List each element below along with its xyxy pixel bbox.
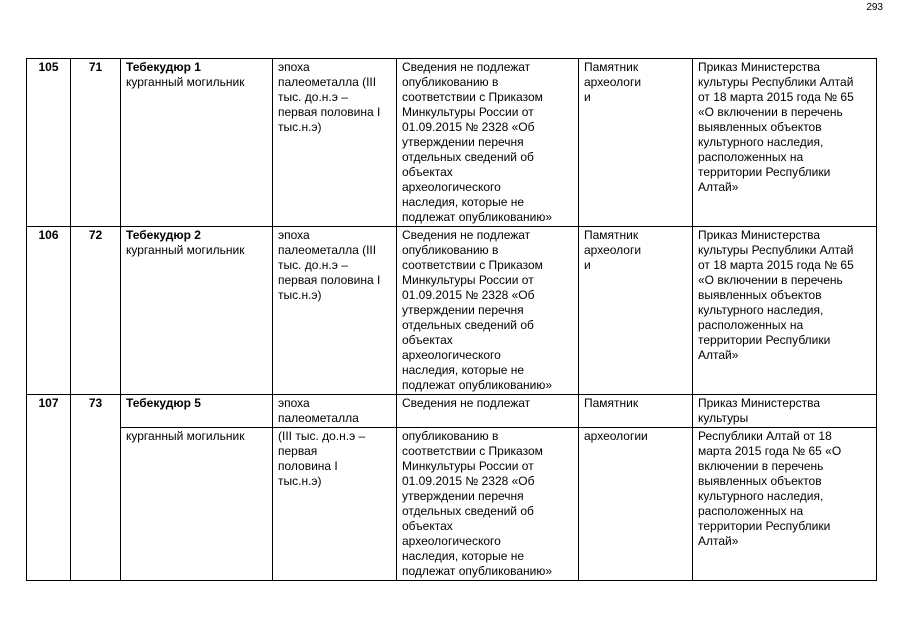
dating-cell <box>273 428 397 581</box>
dating: эпоха палеометалла (III тыс. до.н.э – первая половина I тыс.н.э) <box>278 60 381 134</box>
item-number: 71 <box>71 59 121 227</box>
heritage-table <box>26 58 877 581</box>
table-row-continuation <box>27 428 877 581</box>
category-cell <box>579 428 693 581</box>
category-cell <box>579 395 693 428</box>
object-name: Тебекудюр 5 <box>126 396 201 410</box>
info-cell <box>397 395 579 428</box>
restriction-info: Сведения не подлежат опубликованию в соответствии с Приказом Минкультуры России от 01.09.2015 № 2328 «Об утверждении перечня отдельных сведений об объектах археологического наследия, которые не подлежат опубликованию» <box>402 228 553 392</box>
object-type: курганный могильник <box>126 429 245 443</box>
table-row <box>27 395 877 428</box>
object-name: Тебекудюр 2 <box>126 228 201 242</box>
legal-document: Республики Алтай от 18 марта 2015 года № 65 «О включении в перечень выявленных объектов культурного наследия, расположенных на территории Республики Алтай» <box>698 429 842 548</box>
category: археологии <box>584 429 648 443</box>
object-type: курганный могильник <box>126 75 245 89</box>
object-name-cell <box>121 227 273 395</box>
reg-number: 105 <box>27 59 71 227</box>
object-type: курганный могильник <box>126 243 245 257</box>
category: Памятник <box>584 396 639 410</box>
dating: эпоха палеометалла (III тыс. до.н.э – первая половина I тыс.н.э) <box>278 228 381 302</box>
document-cell <box>693 395 877 428</box>
category-cell <box>579 59 693 227</box>
dating: эпоха палеометалла <box>278 396 359 425</box>
reg-number: 107 <box>27 395 71 428</box>
object-name-cell <box>121 428 273 581</box>
item-number: 73 <box>71 395 121 428</box>
document-cell <box>693 428 877 581</box>
reg-number-empty <box>27 428 71 581</box>
restriction-info: Сведения не подлежат опубликованию в соответствии с Приказом Минкультуры России от 01.09.2015 № 2328 «Об утверждении перечня отдельных сведений об объектах археологического наследия, которые не подлежат опубликованию» <box>402 60 553 224</box>
document-cell <box>693 227 877 395</box>
info-cell <box>397 59 579 227</box>
table-row <box>27 227 877 395</box>
category-cell <box>579 227 693 395</box>
object-name-cell <box>121 395 273 428</box>
category: Памятник археологи и <box>584 60 642 104</box>
reg-number: 106 <box>27 227 71 395</box>
legal-document: Приказ Министерства культуры <box>698 396 821 425</box>
restriction-info: опубликованию в соответствии с Приказом Минкультуры России от 01.09.2015 № 2328 «Об утверждении перечня отдельных сведений об объектах археологического наследия, которые не подлежат опубликованию» <box>402 429 553 578</box>
legal-document: Приказ Министерства культуры Республики Алтай от 18 марта 2015 года № 65 «О включении в перечень выявленных объектов культурного наследия, расположенных на территории Республики Алтай» <box>698 60 854 194</box>
document-cell <box>693 59 877 227</box>
info-cell <box>397 227 579 395</box>
dating-cell <box>273 395 397 428</box>
dating-cell <box>273 59 397 227</box>
category: Памятник археологи и <box>584 228 642 272</box>
page-number: 293 <box>866 2 883 13</box>
restriction-info: Сведения не подлежат <box>402 396 531 410</box>
item-number-empty <box>71 428 121 581</box>
object-name: Тебекудюр 1 <box>126 60 201 74</box>
table-row <box>27 59 877 227</box>
legal-document: Приказ Министерства культуры Республики Алтай от 18 марта 2015 года № 65 «О включении в перечень выявленных объектов культурного наследия, расположенных на территории Республики Алтай» <box>698 228 854 362</box>
item-number: 72 <box>71 227 121 395</box>
dating-cell <box>273 227 397 395</box>
object-name-cell <box>121 59 273 227</box>
dating: (III тыс. до.н.э – первая половина I тыс.н.э) <box>278 429 366 488</box>
info-cell <box>397 428 579 581</box>
